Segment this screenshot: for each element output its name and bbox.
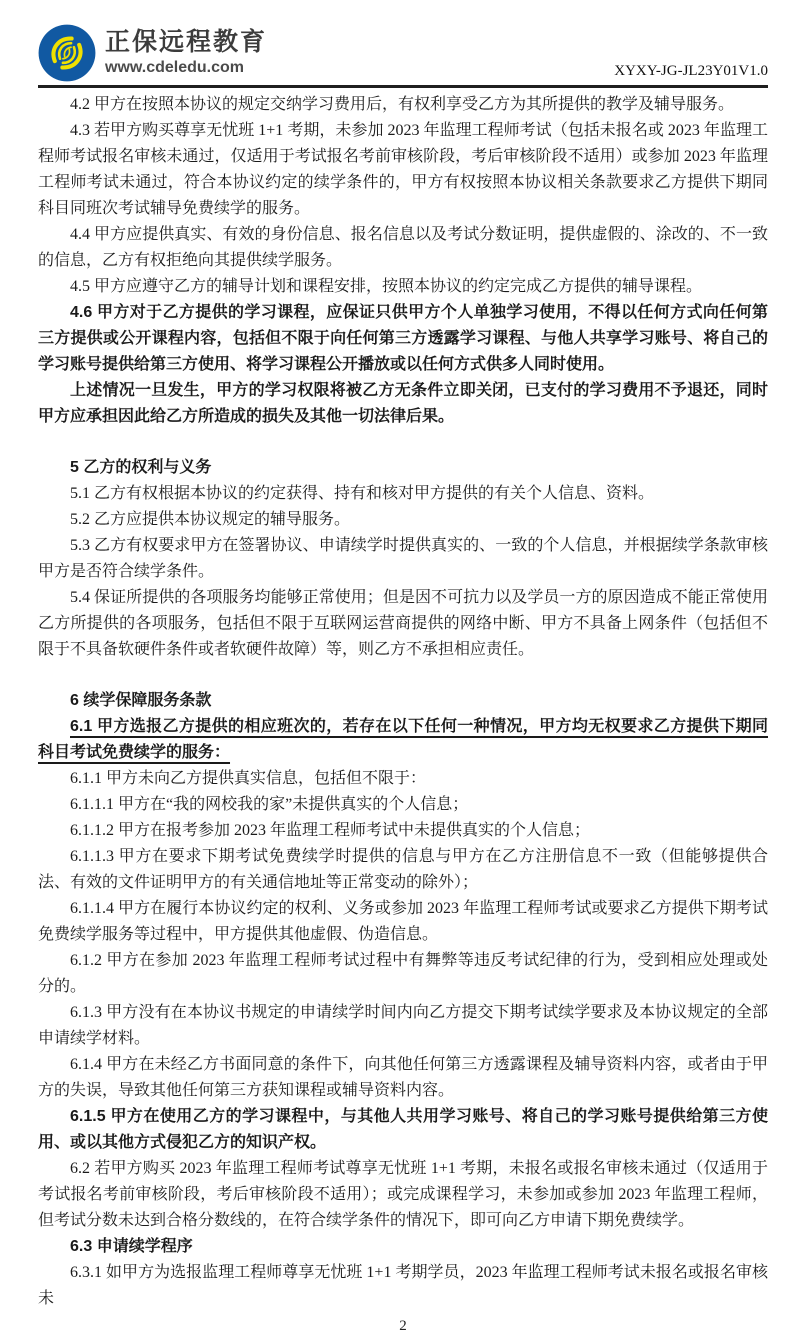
paragraph-5: 5 乙方的权利与义务 <box>70 459 212 476</box>
logo-text <box>105 29 267 77</box>
paragraph-4-6-note: 上述情况一旦发生，甲方的学习权限将被乙方无条件立即关闭，已支付的学习费用不予退还，同时甲方应承担因此给乙方所造成的损失及其他一切法律后果。 <box>38 382 768 425</box>
paragraph-6-1-1-2: 6.1.1.2 甲方在报考参加 2023 年监理工程师考试中未提供真实的个人信息； <box>70 822 591 839</box>
paragraph-4-2: 4.2 甲方在按照本协议的规定交纳学习费用后，有权利享受乙方为其所提供的教学及辅导服务。 <box>70 96 735 113</box>
paragraph-6-1-1-4: 6.1.1.4 甲方在履行本协议约定的权利、义务或参加 2023 年监理工程师考试或要求乙方提供下期考试免费续学服务等过程中，甲方提供其他虚假、伪造信息。 <box>38 900 768 943</box>
company-logo <box>38 24 267 82</box>
paragraph-4-5: 4.5 甲方应遵守乙方的辅导计划和课程安排，按照本协议的约定完成乙方提供的辅导课程。 <box>70 278 703 295</box>
paragraph-4-3: 4.3 若甲方购买尊享无忧班 1+1 考期，未参加 2023 年监理工程师考试（包括未报名或 2023 年监理工程师考试报名审核未通过，仅适用于考试报名考前审核阶段，考后审核阶段不适用）或参加 2023 年监理工程师考试未通过，符合本协议约定的续学条件的，甲方有权按照本协议相关条款要求乙方提供下期同科目同班次考试辅导免费续学的服务。 <box>38 122 768 217</box>
paragraph-6-1-5: 6.1.5 甲方在使用乙方的学习课程中，与其他人共用学习账号、将自己的学习账号提供给第三方使用、或以其他方式侵犯乙方的知识产权。 <box>38 1108 768 1151</box>
brand-website: www.cdeledu.com <box>105 59 244 77</box>
paragraph-4-6: 4.6 甲方对于乙方提供的学习课程，应保证只供甲方个人单独学习使用，不得以任何方式向任何第三方提供或公开课程内容，包括但不限于向任何第三方透露学习课程、与他人共享学习账号、将自己的学习账号提供给第三方使用、将学习课程公开播放或以任何方式供多人同时使用。 <box>38 304 768 373</box>
paragraph-5-4: 5.4 保证所提供的各项服务均能够正常使用；但是因不可抗力以及学员一方的原因造成不能正常使用乙方所提供的各项服务，包括但不限于互联网运营商提供的网络中断、甲方不具备上网条件（包括但不限于不具备软硬件条件或者软硬件故障）等，则乙方不承担相应责任。 <box>38 589 768 658</box>
paragraph-5-1: 5.1 乙方有权根据本协议的约定获得、持有和核对甲方提供的有关个人信息、资料。 <box>70 485 655 502</box>
paragraph-5-3: 5.3 乙方有权要求甲方在签署协议、申请续学时提供真实的、一致的个人信息，并根据续学条款审核甲方是否符合续学条件。 <box>38 537 768 580</box>
paragraph-5-2: 5.2 乙方应提供本协议规定的辅导服务。 <box>70 511 351 528</box>
paragraph-6-1-1-1: 6.1.1.1 甲方在“我的网校我的家”未提供真实的个人信息； <box>70 796 469 813</box>
paragraph-6-1: 6.1 甲方选报乙方提供的相应班次的，若存在以下任何一种情况，甲方均无权要求乙方提供下期同科目考试免费续学的服务： <box>38 718 768 761</box>
paragraph-6-2: 6.2 若甲方购买 2023 年监理工程师考试尊享无忧班 1+1 考期，未报名或报名审核未通过（仅适用于考试报名考前审核阶段，考后审核阶段不适用）；或完成课程学习，未参加或参加 2023 年监理工程师，但考试分数未达到合格分数线的，在符合续学条件的情况下，即可向乙方申请下期免费续学。 <box>38 1160 768 1229</box>
paragraph-6-1-2: 6.1.2 甲方在参加 2023 年监理工程师考试过程中有舞弊等违反考试纪律的行为，受到相应处理或处分的。 <box>38 952 768 995</box>
paragraph-6: 6 续学保障服务条款 <box>70 692 212 709</box>
paragraph-6-3-1: 6.3.1 如甲方为选报监理工程师尊享无忧班 1+1 考期学员，2023 年监理工程师考试未报名或报名审核未 <box>38 1264 768 1307</box>
paragraph-6-1-3: 6.1.3 甲方没有在本协议书规定的申请续学时间内向乙方提交下期考试续学要求及本协议规定的全部申请续学材料。 <box>38 1004 768 1047</box>
document-code: XYXY-JG-JL23Y01V1.0 <box>614 63 768 79</box>
paragraph-6-1-1-3: 6.1.1.3 甲方在要求下期考试免费续学时提供的信息与甲方在乙方注册信息不一致（但能够提供合法、有效的文件证明甲方的有关通信地址等正常变动的除外）； <box>38 848 768 891</box>
logo-swirl-icon <box>38 24 96 82</box>
paragraph-4-4: 4.4 甲方应提供真实、有效的身份信息、报名信息以及考试分数证明，提供虚假的、涂改的、不一致的信息，乙方有权拒绝向其提供续学服务。 <box>38 226 768 269</box>
paragraph-6-1-1: 6.1.1 甲方未向乙方提供真实信息，包括但不限于： <box>70 770 427 787</box>
page-header <box>38 24 768 88</box>
paragraph-6-3: 6.3 申请续学程序 <box>70 1238 193 1255</box>
page-number: 2 <box>399 1318 407 1334</box>
paragraph-6-1-4: 6.1.4 甲方在未经乙方书面同意的条件下，向其他任何第三方透露课程及辅导资料内容，或者由于甲方的失误，导致其他任何第三方获知课程或辅导资料内容。 <box>38 1056 768 1099</box>
document-body <box>38 92 768 1312</box>
brand-name: 正保远程教育 <box>105 27 268 56</box>
